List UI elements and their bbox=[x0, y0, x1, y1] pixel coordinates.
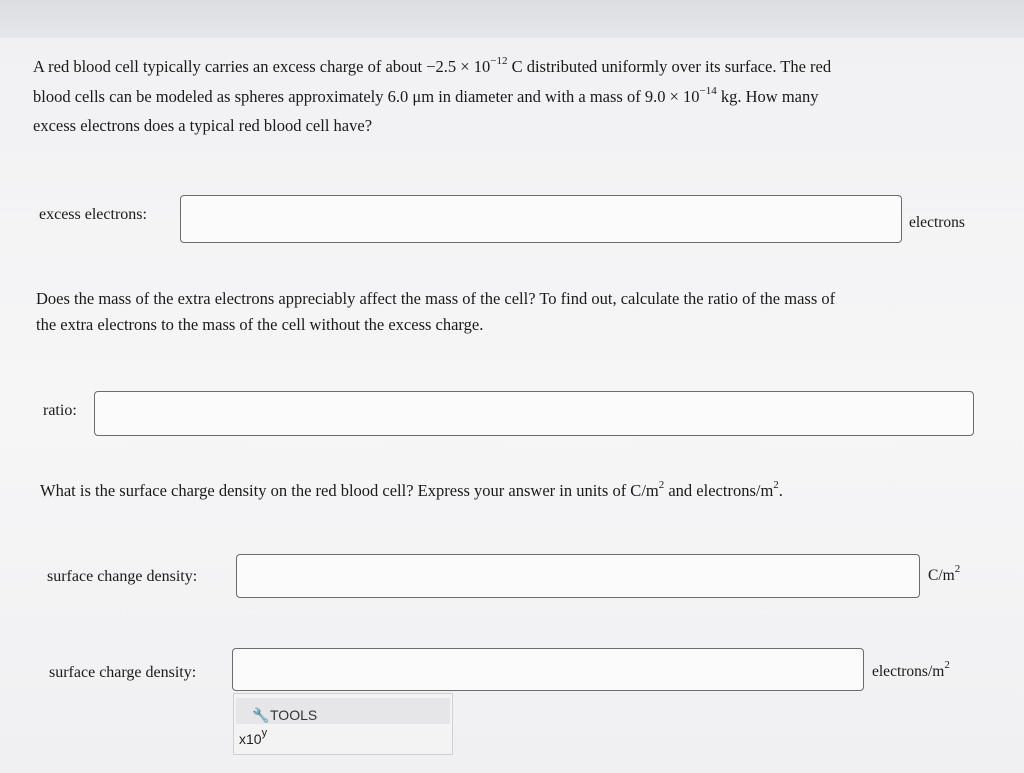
excess-electrons-input[interactable] bbox=[180, 195, 902, 243]
question-intro-line-1: A red blood cell typically carries an excess charge of about $-2.5 \times 10^{-12}$ C distributed uniformly over its surface. The red bbox=[33, 54, 832, 76]
top-bar bbox=[0, 0, 1024, 38]
ratio-question-line-2: the extra electrons to the mass of the cell without the excess charge. bbox=[36, 315, 484, 334]
tools-panel bbox=[233, 693, 453, 755]
scientific-notation-button[interactable]: x10$^y$ bbox=[239, 727, 268, 747]
question-intro-line-3: excess electrons does a typical red blood cell have? bbox=[33, 116, 373, 135]
excess-electrons-unit: electrons bbox=[909, 214, 965, 231]
surface-density-question: What is the surface charge density on the red blood cell? Express your answer in units of $C/m^2$ and electrons/$m^2$. bbox=[40, 478, 783, 500]
ratio-question-line-1: Does the mass of the extra electrons appreciably affect the mass of the cell? To find out, calculate the ratio of the mass of bbox=[36, 289, 836, 308]
ratio-input[interactable] bbox=[94, 391, 974, 436]
surface-change-density-unit: $C/m^2$ bbox=[928, 562, 961, 584]
tools-button[interactable]: TOOLS bbox=[270, 707, 318, 723]
question-intro-line-2: blood cells can be modeled as spheres approximately 6.0 μm in diameter and with a mass of $9.0 \times 10^{-14}$ kg. How many bbox=[33, 84, 819, 106]
wrench-icon: 🔧 bbox=[252, 708, 270, 724]
ratio-label: ratio: bbox=[43, 402, 77, 419]
surface-charge-density-label: surface charge density: bbox=[49, 664, 197, 681]
surface-charge-density-input[interactable] bbox=[232, 648, 864, 691]
excess-electrons-label: excess electrons: bbox=[39, 206, 147, 223]
surface-change-density-input[interactable] bbox=[236, 554, 920, 598]
surface-charge-density-unit: electrons/$m^2$ bbox=[872, 658, 950, 680]
surface-change-density-label: surface change density: bbox=[47, 568, 198, 585]
